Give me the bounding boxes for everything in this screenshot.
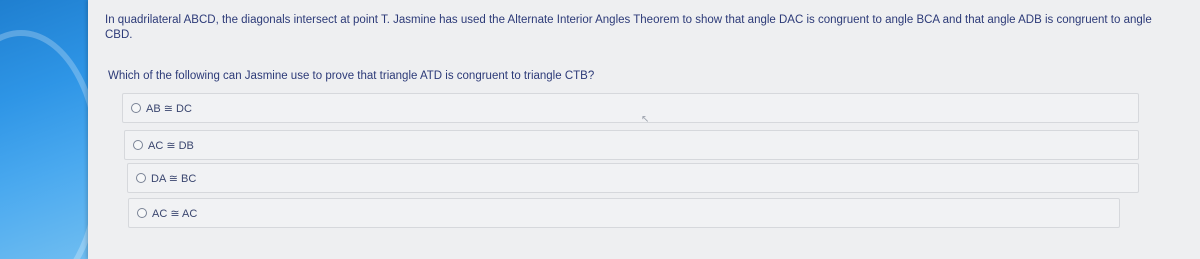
radio-button-icon[interactable]	[136, 173, 146, 183]
radio-button-icon[interactable]	[137, 208, 147, 218]
option-label: AC ≅ AC	[152, 207, 198, 220]
question-prompt: Which of the following can Jasmine use to prove that triangle ATD is congruent to triangle CTB?	[108, 70, 595, 82]
option-ac-db[interactable]	[124, 130, 1139, 160]
decorative-arc	[0, 30, 102, 259]
option-label: AC ≅ DB	[148, 139, 194, 152]
option-ac-ac[interactable]	[128, 198, 1120, 228]
option-ab-dc[interactable]	[122, 93, 1139, 123]
option-label: AB ≅ DC	[146, 102, 192, 115]
mouse-cursor-icon: ↖	[641, 114, 650, 125]
option-da-bc[interactable]	[127, 163, 1139, 193]
question-text: In quadrilateral ABCD, the diagonals intersect at point T. Jasmine has used the Alternate Interior Angles Theorem to show that angle DAC is congruent to angle BCA and that angle ADB is congruent to angle CBD.	[105, 14, 1152, 41]
option-label: DA ≅ BC	[151, 172, 197, 185]
desktop-background	[0, 0, 92, 259]
radio-button-icon[interactable]	[131, 103, 141, 113]
radio-button-icon[interactable]	[133, 140, 143, 150]
question-panel	[88, 0, 1200, 259]
